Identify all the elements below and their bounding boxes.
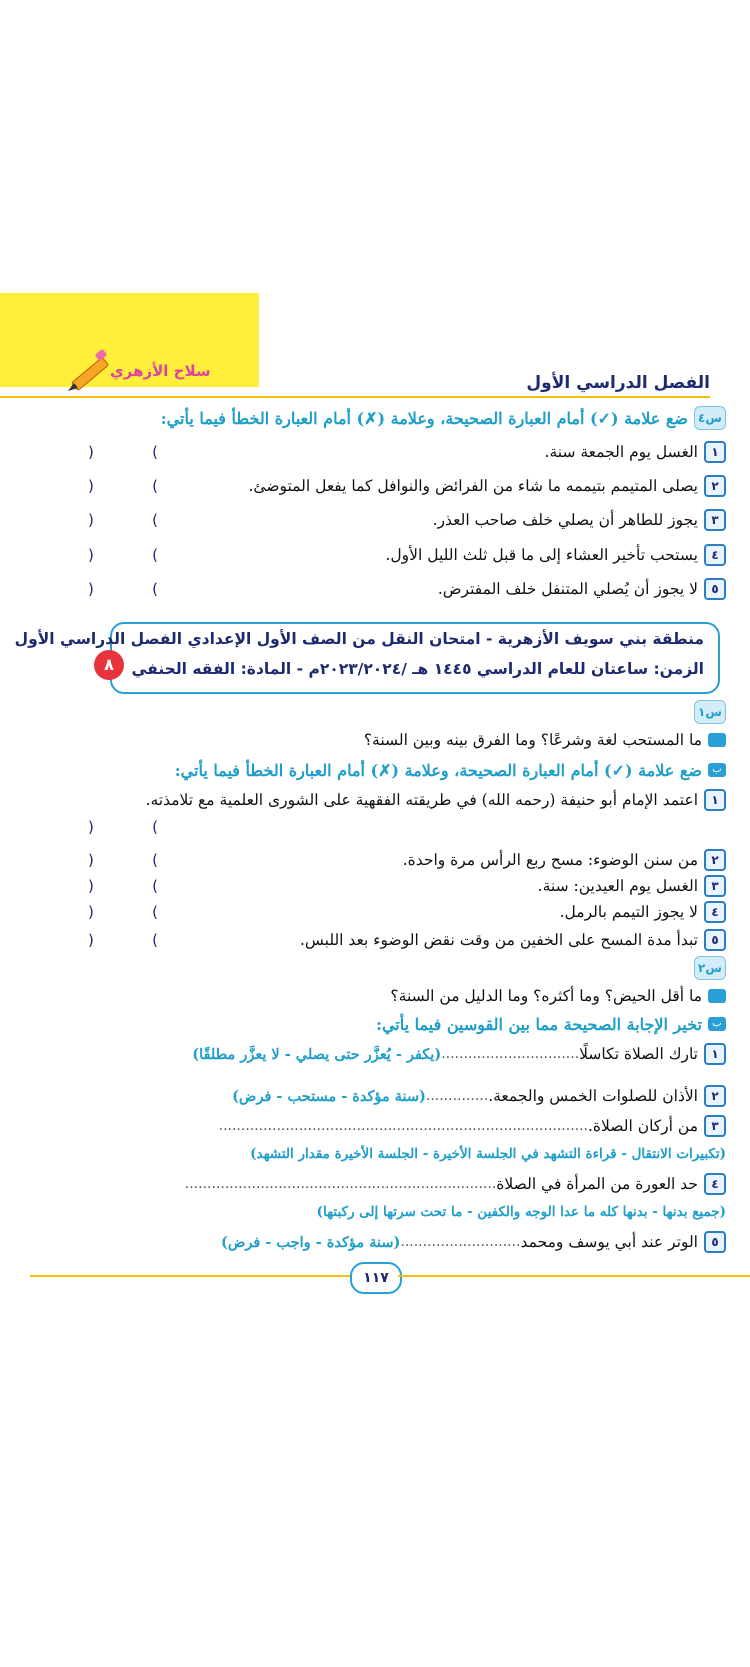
item-text: الوتر عند أبي يوسف ومحمد <box>520 1233 698 1251</box>
question-badge: س٢ <box>694 956 726 980</box>
answer-blank[interactable]: .............. <box>425 1088 489 1104</box>
item-text: يصلى المتيمم بتيممه ما شاء من الفرائض والنوافل كما يفعل المتوضئ. <box>248 477 698 495</box>
q1-badge-row <box>70 698 726 726</box>
answer-brackets[interactable]: ) ( <box>88 818 158 836</box>
exam-time-subject: الزمن: ساعتان للعام الدراسي ١٤٤٥ هـ /٢٠٢٣/٢٠٢٤م - المادة: الفقه الحنفي <box>131 660 704 678</box>
q2-item <box>24 1040 726 1068</box>
item-number: ٥ <box>704 578 726 600</box>
q1-part-b <box>70 756 726 784</box>
item-number: ٣ <box>704 1115 726 1137</box>
q2-part-a <box>70 982 726 1010</box>
page-number: ١١٧ <box>350 1262 402 1294</box>
item-number: ٤ <box>704 901 726 923</box>
section1-item <box>70 472 726 500</box>
answer-blank[interactable]: ........................... <box>400 1234 521 1250</box>
item-text: تبدأ مدة المسح على الخفين من وقت نقض الوضوء بعد اللبس. <box>299 931 698 949</box>
page-title: الفصل الدراسي الأول <box>526 373 710 393</box>
item-text: الأذان للصلوات الخمس والجمعة. <box>488 1087 698 1105</box>
answer-brackets[interactable]: ) ( <box>88 477 158 495</box>
q2-item <box>24 1170 726 1198</box>
q1-item <box>24 786 726 814</box>
q2-b-instruction: تخير الإجابة الصحيحة مما بين القوسين فيما يأتي: <box>376 1014 702 1034</box>
section1-instruction-row <box>70 404 726 432</box>
item-number: ٤ <box>704 1173 726 1195</box>
item-text: لا يجوز أن يُصلي المتنفل خلف المفترض. <box>437 580 698 598</box>
item-number: ٣ <box>704 875 726 897</box>
item-text: يستحب تأخير العشاء إلى ما قبل ثلث الليل الأول. <box>385 546 698 564</box>
item-text: من أركان الصلاة. <box>588 1117 698 1135</box>
q2-part-b <box>70 1010 726 1038</box>
answer-blank[interactable]: ................................................................................... <box>218 1118 588 1134</box>
q2-item-options-row <box>24 1140 726 1168</box>
item-options: (سنة مؤكدة - مستحب - فرض) <box>232 1087 426 1105</box>
answer-blank[interactable]: ...................................................................... <box>184 1176 497 1192</box>
item-number: ٣ <box>704 509 726 531</box>
section1-instruction: ضع علامة (✓) أمام العبارة الصحيحة، وعلامة (✗) أمام العبارة الخطأ فيما يأتي: <box>160 408 688 428</box>
answer-brackets[interactable]: ) ( <box>88 877 158 895</box>
q1-item <box>70 872 726 900</box>
item-number: ١ <box>704 789 726 811</box>
answer-brackets[interactable]: ) ( <box>88 443 158 461</box>
item-text: من سنن الوضوء: مسح ربع الرأس مرة واحدة. <box>402 851 698 869</box>
question-badge: س١ <box>694 700 726 724</box>
answer-brackets[interactable]: ) ( <box>88 580 158 598</box>
item-text: حد العورة من المرأة في الصلاة <box>496 1175 698 1193</box>
item-options: (سنة مؤكدة - واجب - فرض) <box>221 1233 401 1251</box>
q1-item <box>70 846 726 874</box>
item-text: لا يجوز التيمم بالرمل. <box>559 903 698 921</box>
question-badge: س٤ <box>694 406 726 430</box>
part-a-marker <box>708 733 726 747</box>
q2-item <box>24 1228 726 1256</box>
item-options: (جميع بدنها - بدنها كله ما عدا الوجه والكفين - ما تحت سرتها إلى ركبتها) <box>316 1204 726 1220</box>
item-options: (يكفر - يُعزَّر حتى يصلي - لا يعزَّر مطلقًا) <box>192 1045 442 1063</box>
q1-b-instruction: ضع علامة (✓) أمام العبارة الصحيحة، وعلامة (✗) أمام العبارة الخطأ فيما يأتي: <box>174 760 702 780</box>
page-number-line-left <box>30 1275 350 1277</box>
answer-brackets[interactable]: ) ( <box>88 903 158 921</box>
item-text: يجوز للطاهر أن يصلي خلف صاحب العذر. <box>432 511 698 529</box>
section1-item <box>70 506 726 534</box>
q1-a-text: ما المستحب لغة وشرعًا؟ وما الفرق بينه وبين السنة؟ <box>363 731 702 749</box>
q1-item <box>70 898 726 926</box>
answer-brackets[interactable]: ) ( <box>88 931 158 949</box>
answer-brackets[interactable]: ) ( <box>88 511 158 529</box>
item-text: الغسل يوم الجمعة سنة. <box>544 443 698 461</box>
item-number: ١ <box>704 1043 726 1065</box>
q2-item-options-row <box>24 1198 726 1226</box>
q2-a-text: ما أقل الحيض؟ وما أكثره؟ وما الدليل من السنة؟ <box>390 987 702 1005</box>
exam-header-box <box>14 622 720 694</box>
item-text: اعتمد الإمام أبو حنيفة (رحمه الله) في طريقته الفقهية على الشورى العلمية مع تلامذته. <box>145 791 698 809</box>
answer-blank[interactable]: ............................... <box>441 1046 580 1062</box>
item-number: ١ <box>704 441 726 463</box>
q1-item <box>70 926 726 954</box>
section1-item <box>70 575 726 603</box>
item-number: ٢ <box>704 849 726 871</box>
part-b-marker: ب <box>708 1017 726 1031</box>
item-number: ٢ <box>704 475 726 497</box>
item-options: (تكبيرات الانتقال - قراءة التشهد في الجلسة الأخيرة - الجلسة الأخيرة مقدار التشهد) <box>250 1146 726 1162</box>
exam-region-title: منطقة بني سويف الأزهرية - امتحان النقل من الصف الأول الإعدادي الفصل الدراسي الأول <box>14 630 704 648</box>
logo-text: سلاح الأزهري <box>110 362 211 380</box>
part-a-marker <box>708 989 726 1003</box>
part-b-marker: ب <box>708 763 726 777</box>
item-number: ٥ <box>704 1231 726 1253</box>
q1-part-a <box>70 726 726 754</box>
item-number: ٢ <box>704 1085 726 1107</box>
answer-brackets[interactable]: ) ( <box>88 546 158 564</box>
page-number-line-right <box>398 1275 750 1277</box>
item-text: الغسل يوم العيدين: سنة. <box>537 877 698 895</box>
item-number: ٥ <box>704 929 726 951</box>
section1-item <box>70 438 726 466</box>
exam-number-badge: ٨ <box>94 650 124 680</box>
header-divider <box>0 396 710 398</box>
answer-brackets[interactable]: ) ( <box>88 851 158 869</box>
section1-item <box>70 541 726 569</box>
q2-item <box>24 1112 726 1140</box>
q2-item <box>24 1082 726 1110</box>
q2-badge-row <box>70 954 726 982</box>
item-text: تارك الصلاة تكاسلًا <box>579 1045 698 1063</box>
item-number: ٤ <box>704 544 726 566</box>
